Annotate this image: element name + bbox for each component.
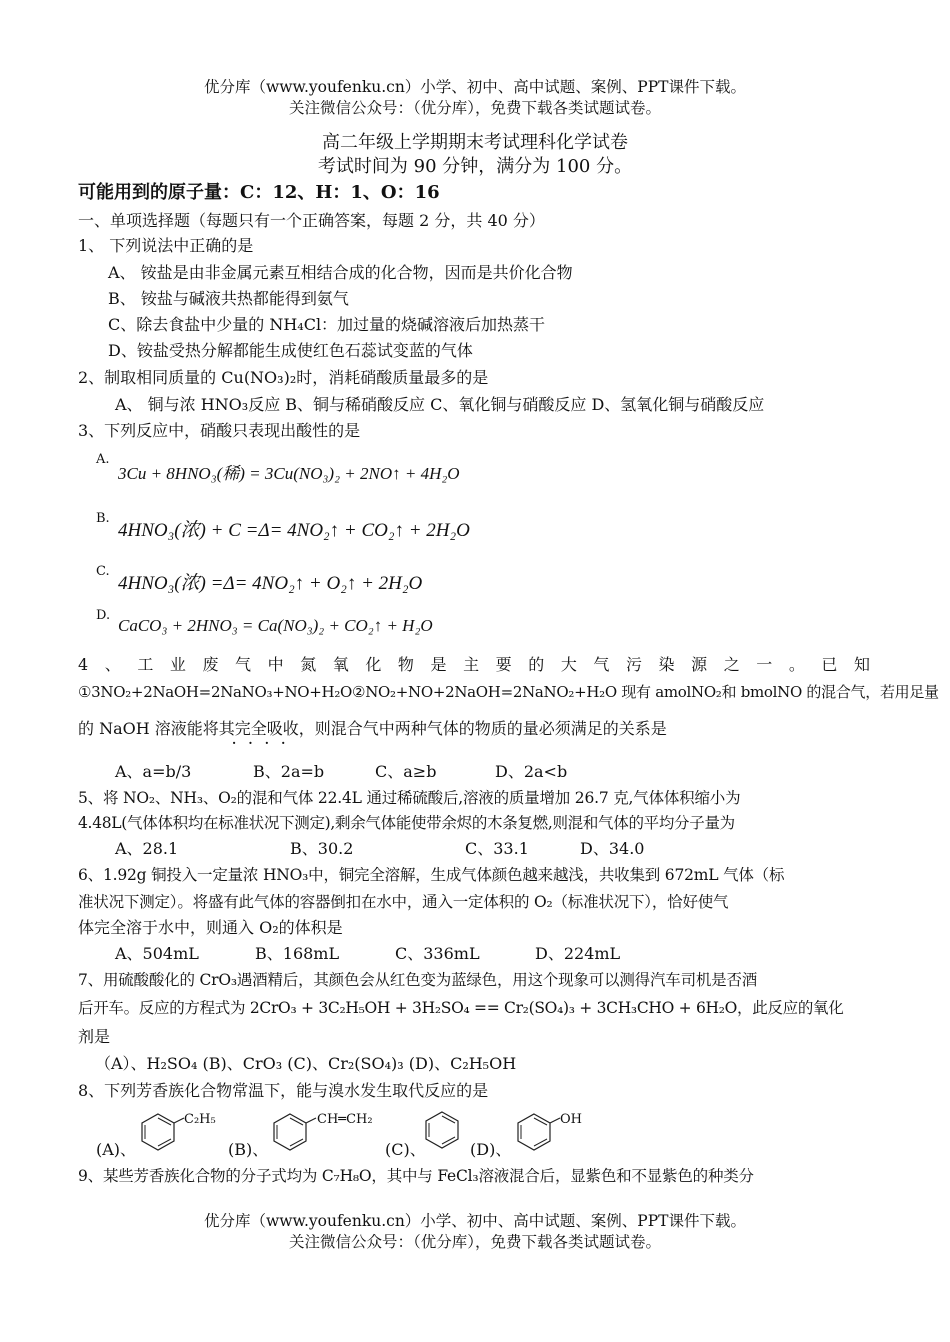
phenol-structure [510,1110,560,1154]
ethylbenzene-structure [134,1110,184,1154]
q4-option-b: B、2a=b [253,762,325,781]
exam-title: 高二年级上学期期末考试理科化学试卷 [322,132,628,153]
q4-line-3: 的 NaOH 溶液能将其完全吸收，则混合气中两种气体的物质的量必须满足的关系是 [78,719,667,738]
hydroxyl-group-label: OH [560,1112,582,1127]
emphasis-dots: · · · · [232,736,290,750]
styrene-structure [266,1110,316,1154]
ethyl-group-label: C₂H₅ [184,1112,216,1127]
q3-option-b-label: B. [96,511,110,526]
q9-line-1: 9、某些芳香族化合物的分子式均为 C₇H₈O，其中与 FeCl₃溶液混合后，显紫色和不显紫色的种类分 [78,1167,754,1185]
q7-line-2: 后开车。反应的方程式为 2CrO₃ + 3C₂H₅OH + 3H₂SO₄ == Cr₂(SO₄)₃ + 3CH₃CHO + 6H₂O，此反应的氧化 [78,999,844,1017]
q8-option-a-label: (A)、 [96,1140,137,1159]
q5-option-b: B、30.2 [290,839,354,858]
q1-option-b: B、 铵盐与碱液共热都能得到氨气 [108,289,349,308]
q6-option-d: D、224mL [535,944,621,963]
vinyl-group-label: CH═CH₂ [317,1112,373,1127]
q6-option-b: B、168mL [255,944,340,963]
q3-option-d-equation: CaCO₃ + 2HNO₃ = Ca(NO₃)₂ + CO₂↑ + H₂O [118,616,433,635]
benzene-structure [418,1108,466,1154]
q4-line-2: ①3NO₂+2NaOH=2NaNO₃+NO+H₂O②NO₂+NO+2NaOH=2NaNO₂+H₂O 现有 amolNO₂和 bmolNO 的混合气，若用足量 [78,683,939,701]
page-header-line-2: 关注微信公众号：（优分库），免费下载各类试题试卷。 [288,99,661,117]
q8-option-b-label: (B)、 [228,1140,269,1159]
q3-option-b-equation: 4HNO₃(浓) + C =Δ= 4NO₂↑ + CO₂↑ + 2H₂O [118,520,470,541]
q6-line-3: 体完全溶于水中，则通入 O₂的体积是 [78,918,343,937]
q7-options: （A）、H₂SO₄ (B)、CrO₃ (C)、Cr₂(SO₄)₃ (D)、C₂H₅OH [95,1054,517,1073]
section-heading: 一、单项选择题（每题只有一个正确答案，每题 2 分，共 40 分） [78,211,545,230]
q4-option-a: A、a=b/3 [115,762,192,781]
q1-option-d: D、铵盐受热分解都能生成使红色石蕊试变蓝的气体 [108,341,473,360]
q3-option-d-label: D. [96,608,111,623]
q1-option-c: C、除去食盐中少量的 NH₄Cl：加过量的烧碱溶液后加热蒸干 [108,315,546,334]
q3-option-c-label: C. [96,564,110,579]
q4-option-c: C、a≥b [375,762,437,781]
q6-line-2: 准状况下测定）。将盛有此气体的容器倒扣在水中，通入一定体积的 O₂（标准状况下），恰好使气 [78,893,729,911]
page-header-line-1: 优分库（www.youfenku.cn）小学、初中、高中试题、案例、PPT课件下载。 [203,78,747,96]
q5-line-1: 5、将 NO₂、NH₃、O₂的混和气体 22.4L 通过稀硫酸后,溶液的质量增加 26.7 克,气体体积缩小为 [78,789,741,807]
page-footer-line-2: 关注微信公众号：（优分库），免费下载各类试题试卷。 [288,1233,661,1251]
q6-line-1: 6、1.92g 铜投入一定量浓 HNO₃中，铜完全溶解，生成气体颜色越来越浅，共收集到 672mL 气体（标 [78,866,785,884]
page-footer-line-1: 优分库（www.youfenku.cn）小学、初中、高中试题、案例、PPT课件下载。 [203,1212,747,1230]
exam-subtitle: 考试时间为 90 分钟，满分为 100 分。 [317,156,633,177]
q6-option-a: A、504mL [115,944,199,963]
q2-stem: 2、制取相同质量的 Cu(NO₃)₂时，消耗硝酸质量最多的是 [78,368,489,387]
q4-option-d: D、2a<b [495,762,568,781]
q1-stem: 1、 下列说法中正确的是 [78,236,254,255]
q7-line-3: 剂是 [78,1027,111,1046]
q5-option-d: D、34.0 [580,839,645,858]
q8-stem: 8、下列芳香族化合物常温下，能与溴水发生取代反应的是 [78,1081,489,1100]
q8-option-c-label: (C)、 [385,1140,426,1159]
q3-option-a-label: A. [96,452,110,467]
q7-line-1: 7、用硫酸酸化的 CrO₃遇酒精后，其颜色会从红色变为蓝绿色，用这个现象可以测得汽车司机是否酒 [78,971,758,989]
q2-options: A、 铜与浓 HNO₃反应 B、铜与稀硝酸反应 C、氧化铜与硝酸反应 D、氢氧化铜与硝酸反应 [115,395,765,414]
q5-option-c: C、33.1 [465,839,529,858]
q3-option-c-equation: 4HNO₃(浓) =Δ= 4NO₂↑ + O₂↑ + 2H₂O [118,573,423,594]
atomic-masses: 可能用到的原子量：C：12、H：1、O：16 [78,182,440,203]
q5-line-2: 4.48L(气体体积均在标准状况下测定),剩余气体能使带余烬的木条复燃,则混和气体的平均分子量为 [78,814,735,832]
q4-line-1: 4、工业废气中氮氧化物是主要的大气污染源之一。已知 [78,655,870,674]
q6-option-c: C、336mL [395,944,480,963]
q5-option-a: A、28.1 [115,839,179,858]
q3-option-a-equation: 3Cu + 8HNO₃(稀) = 3Cu(NO₃)₂ + 2NO↑ + 4H₂O [118,464,460,483]
q1-option-a: A、 铵盐是由非金属元素互相结合成的化合物，因而是共价化合物 [108,263,573,282]
q8-option-d-label: (D)、 [470,1140,512,1159]
q3-stem: 3、下列反应中，硝酸只表现出酸性的是 [78,421,361,440]
